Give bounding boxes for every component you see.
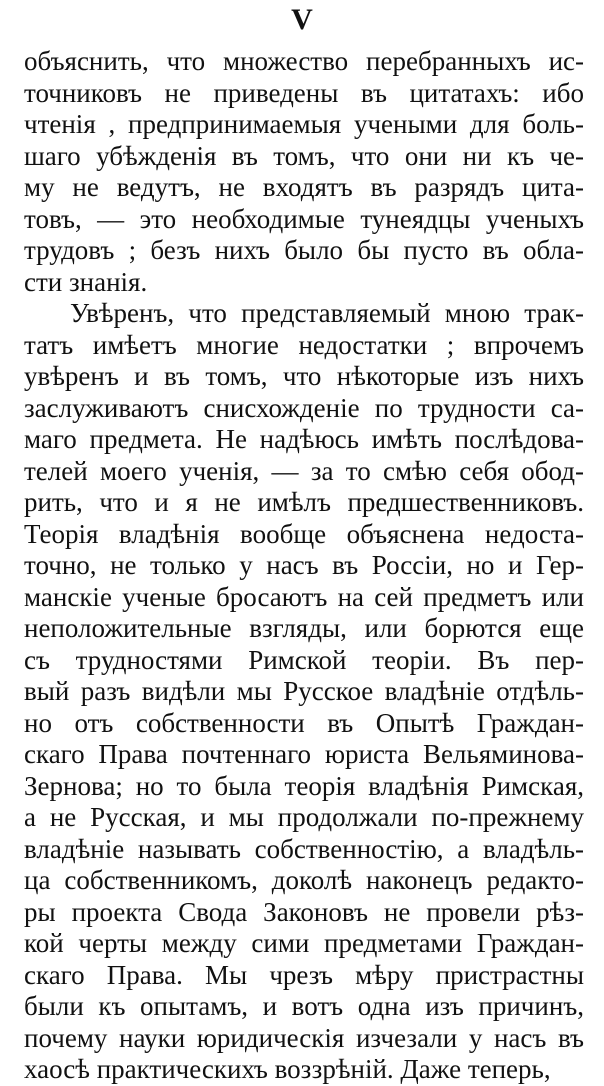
- body-text: [24, 46, 584, 1086]
- text-line: владѣніе называть собственностію, а владѣль-: [24, 833, 584, 864]
- text-line: ры проекта Свода Законовъ не провели рѣз-: [24, 896, 584, 927]
- text-line: скаго Права. Мы чрезъ мѣру пристрастны: [24, 959, 584, 990]
- text-line: увѣренъ и въ томъ, что нѣкоторые изъ нихъ: [24, 361, 584, 391]
- page-number: V: [291, 3, 313, 36]
- text-line: точно, не только у насъ въ Россіи, но и Гер-: [24, 550, 584, 580]
- text-line: кой черты между сими предметами Граждан-: [24, 928, 584, 958]
- text-line: неположительные взгляды, или борются еще: [24, 613, 584, 643]
- text-line: сти знанія.: [24, 266, 148, 297]
- text-line: чтенія , предпринимаемыя учеными для боль-: [24, 109, 584, 139]
- text-line: татъ имѣетъ многие недостатки ; впрочемъ: [24, 329, 584, 360]
- text-line: вый разъ видѣли мы Русское владѣніе отдѣль-: [24, 676, 584, 706]
- text-line: точниковъ не приведены въ цитатахъ: ибо: [24, 77, 584, 108]
- text-line: шаго убѣжденія въ томъ, что они ни къ че-: [24, 140, 584, 171]
- text-line: съ трудностями Римской теоріи. Въ пер-: [24, 644, 584, 675]
- text-line: объяснить, что множество перебранныхъ ис-: [24, 46, 584, 76]
- text-line: му не ведутъ, не входятъ въ разрядъ цита-: [24, 172, 584, 202]
- text-line: рить, что и я не имѣлъ предшественниковъ.: [24, 487, 584, 517]
- text-line: товъ, — это необходимые тунеядцы ученыхъ: [24, 203, 584, 234]
- text-line: были къ опытамъ, и вотъ одна изъ причинъ,: [24, 991, 584, 1021]
- text-line: Зернова; но то была теорія владѣнія Римская,: [24, 770, 584, 801]
- text-line: трудовъ ; безъ нихъ было бы пусто въ обла-: [24, 235, 584, 265]
- text-line: но отъ собственности въ Опытѣ Граждан-: [24, 707, 584, 738]
- text-line: маго предмета. Не надѣюсь имѣть послѣдова-: [24, 424, 584, 454]
- text-line: а не Русская, и мы продолжали по-прежнему: [24, 802, 584, 832]
- text-line: телей моего ученія, — за то смѣю себя обод-: [24, 455, 584, 486]
- text-line: Теорія владѣнія вообще объяснена недоста-: [24, 518, 584, 549]
- text-line: Увѣренъ, что представляемый мною трак-: [70, 298, 584, 328]
- text-line: почему науки юридическія изчезали у насъ въ: [24, 1022, 584, 1053]
- text-line: ца собственникомъ, доколѣ наконецъ редакто-: [24, 865, 584, 895]
- text-line: манскіе ученые бросаютъ на сей предметъ или: [24, 581, 584, 612]
- text-line: скаго Права почтеннаго юриста Вельяминова-: [24, 739, 584, 769]
- text-line: заслуживаютъ снисхожденіе по трудности са-: [24, 392, 584, 423]
- text-line: хаосѣ практическихъ воззрѣній. Даже теперь,: [24, 1054, 551, 1084]
